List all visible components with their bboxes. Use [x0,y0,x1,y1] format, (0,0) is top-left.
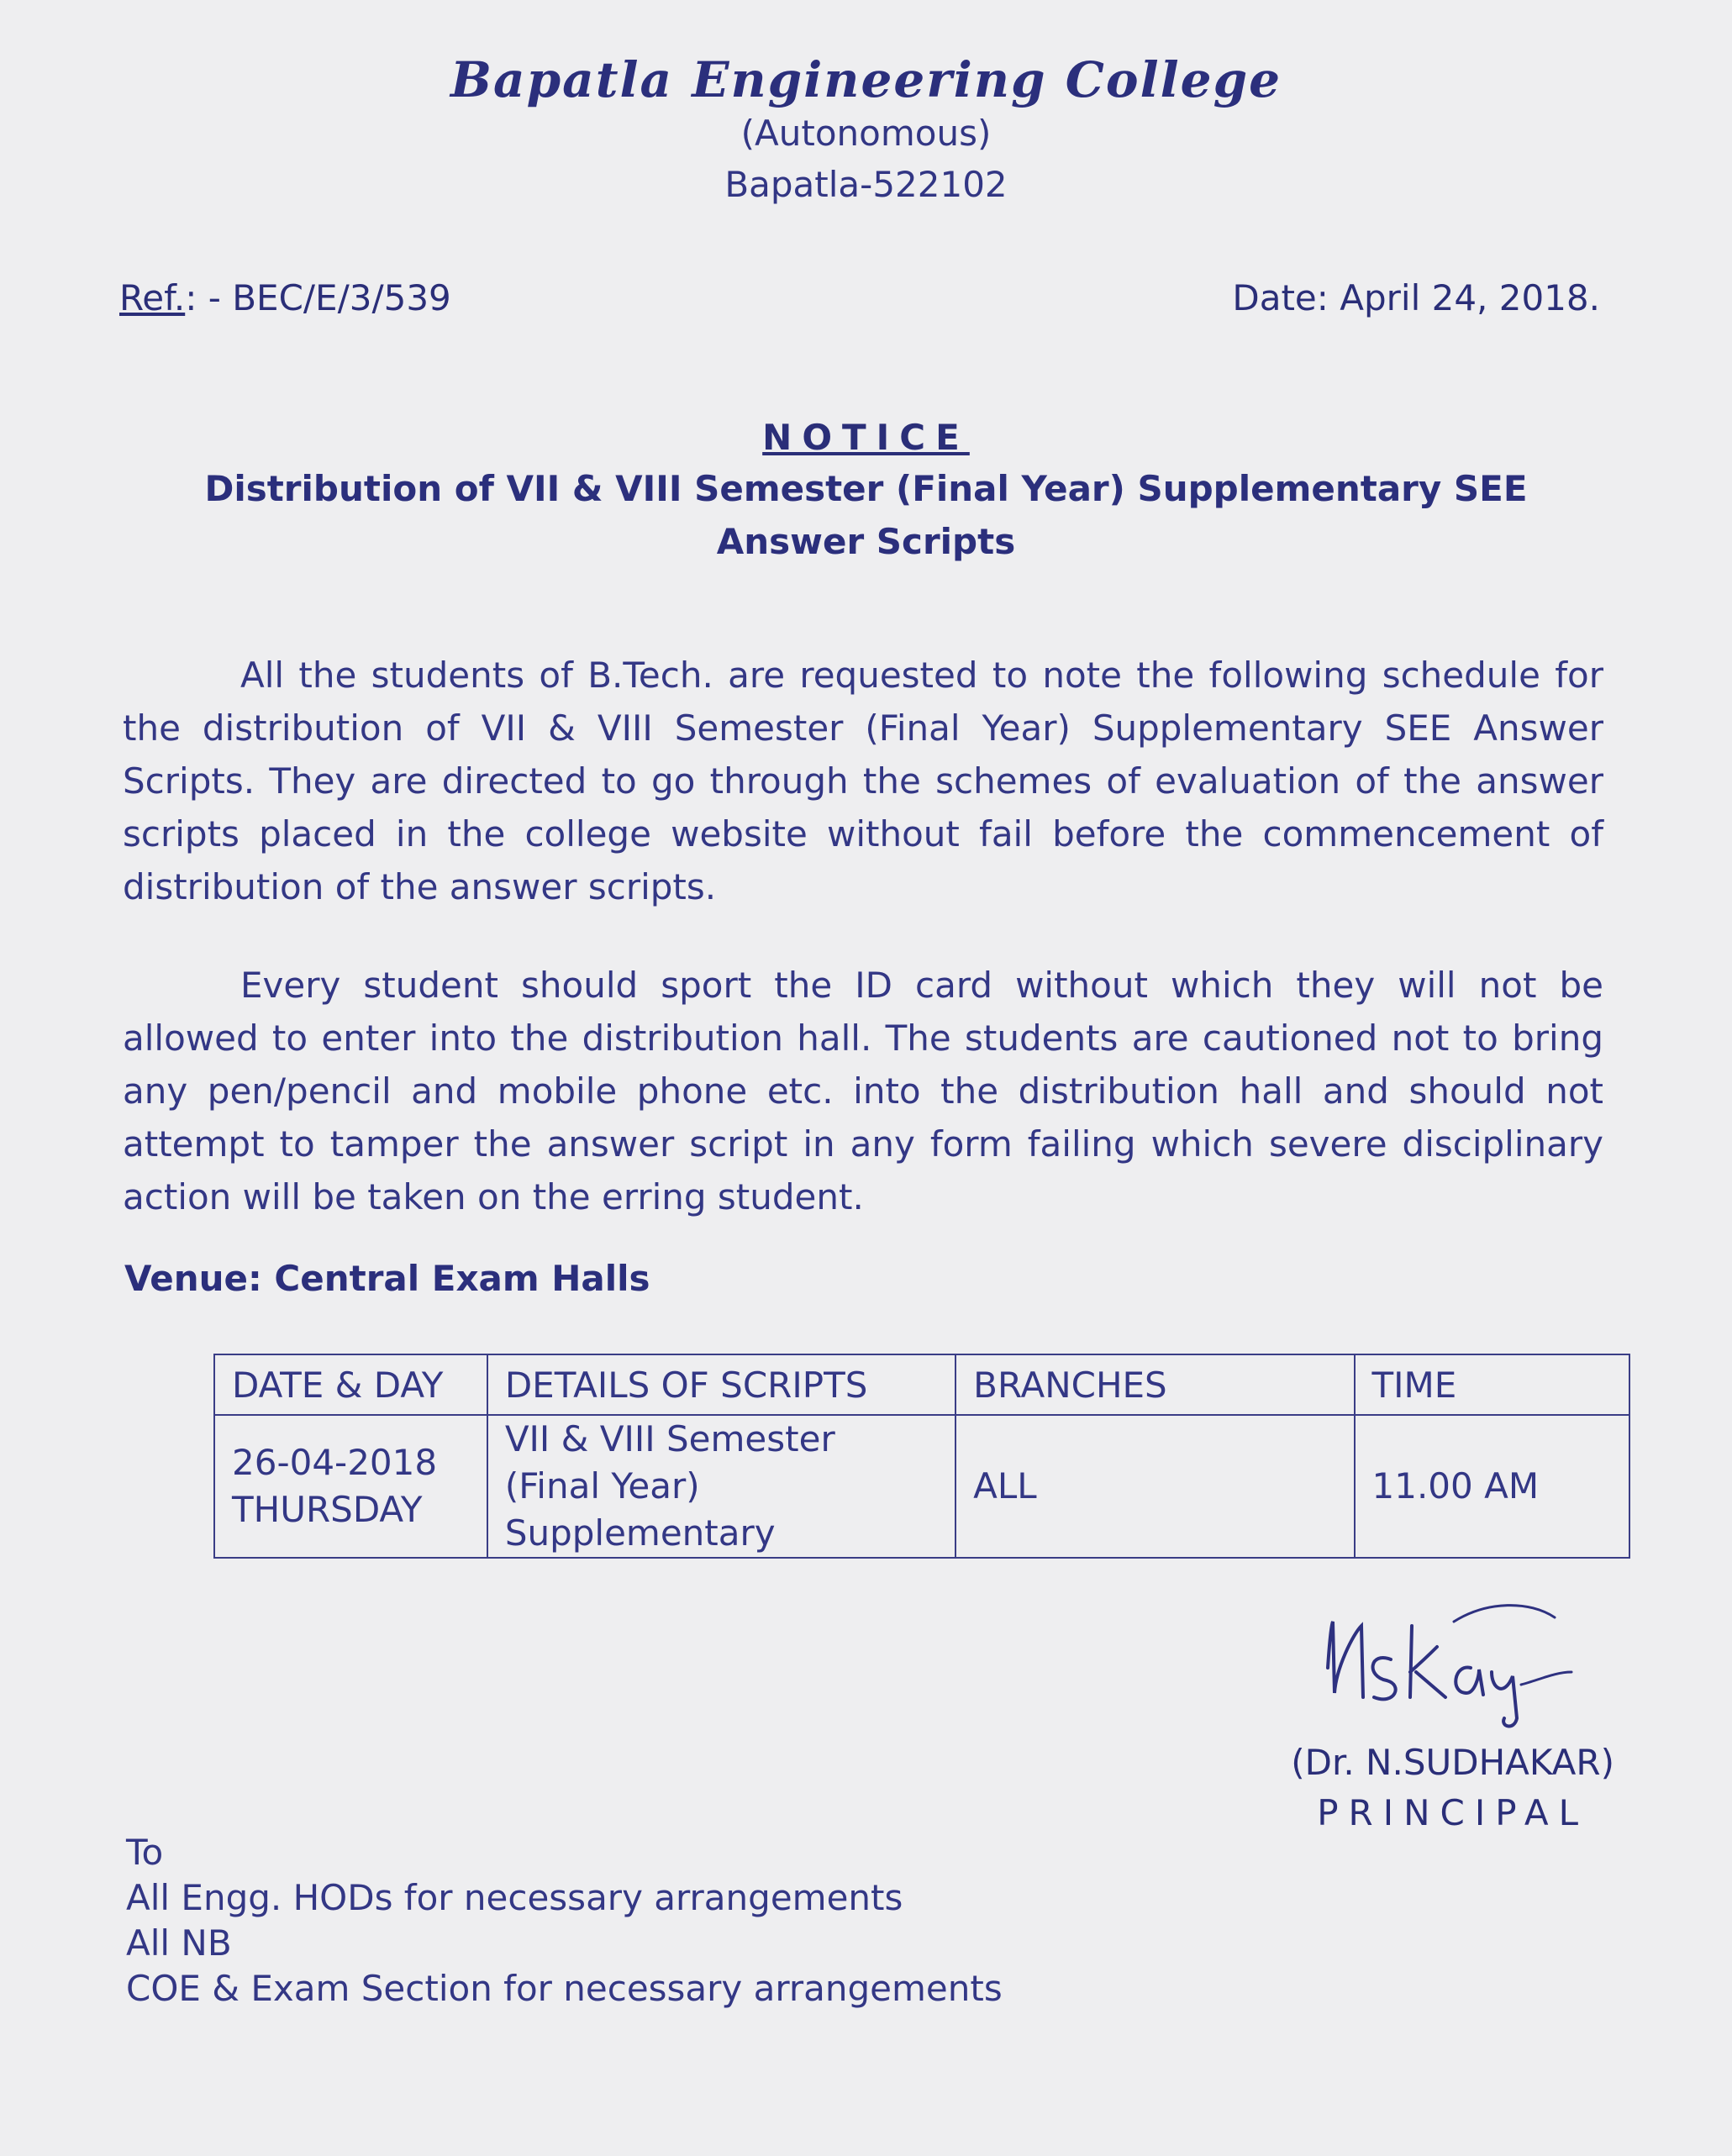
notice-heading: NOTICE [762,417,970,458]
autonomous-label: (Autonomous) [740,112,992,154]
table-header-row [214,1354,1629,1415]
list-item: All NB [126,1922,232,1964]
ref-label: Ref. [119,277,186,318]
venue-line [124,1258,650,1299]
cell-date: 26-04-2018 [232,1442,438,1483]
body-paragraph-2: Every student should sport the ID card without which they will not be allowed to enter into the distribution hall. The students are cautioned not to bring any pen/pencil and mobile phone etc. into the distribution hall and should not attempt to tamper the answer script in any form failing which severe disciplinary action will be taken on the erring student. [123,965,1603,1217]
college-address: Bapatla-522102 [724,163,1008,205]
signatory-name: (Dr. N.SUDHAKAR) [1291,1742,1614,1783]
ref-number: : - BEC/E/3/539 [185,277,451,318]
header-date-day: DATE & DAY [214,1354,487,1415]
cell-details-line-3: Supplementary [504,1512,776,1554]
header-time: TIME [1355,1354,1629,1415]
header-details: DETAILS OF SCRIPTS [487,1354,955,1415]
signatory-title: PRINCIPAL [1317,1792,1589,1833]
body-paragraph-1: All the students of B.Tech. are requested to note the following schedule for the distribution of VII & VIII Semester (Final Year) Supplementary SEE Answer Scripts. They are directed to go through the schemes of evaluation of the answer scripts placed in the college website without fail before the commencement of distribution of the answer scripts. [123,655,1603,907]
cell-date-day [214,1415,487,1558]
cell-time: 11.00 AM [1355,1415,1629,1558]
reference-line [119,277,1600,318]
distribution-list [126,1830,1003,2011]
letterhead [0,52,1732,210]
notice-subject: Distribution of VII & VIII Semester (Final Year) Supplementary SEE Answer Scripts [204,468,1528,562]
schedule-table [213,1354,1630,1559]
table-row [214,1415,1629,1558]
header-branches: BRANCHES [955,1354,1354,1415]
venue-value: Central Exam Halls [274,1258,650,1299]
to-label: To [126,1832,164,1873]
notice-date: Date: April 24, 2018. [1232,277,1600,318]
college-name: Bapatla Engineering College [450,51,1282,108]
cell-day: THURSDAY [232,1489,423,1530]
venue-label: Venue: [124,1258,262,1299]
cell-details-line-2: (Final Year) [504,1465,700,1507]
cell-details-line-1: VII & VIII Semester [504,1418,835,1459]
signatory-block [1291,1738,1614,1838]
list-item: COE & Exam Section for necessary arrangements [126,1968,1003,2009]
cell-details [487,1415,955,1558]
list-item: All Engg. HODs for necessary arrangements [126,1877,903,1918]
principal-signature [1311,1592,1597,1743]
cell-branches: ALL [955,1415,1354,1558]
